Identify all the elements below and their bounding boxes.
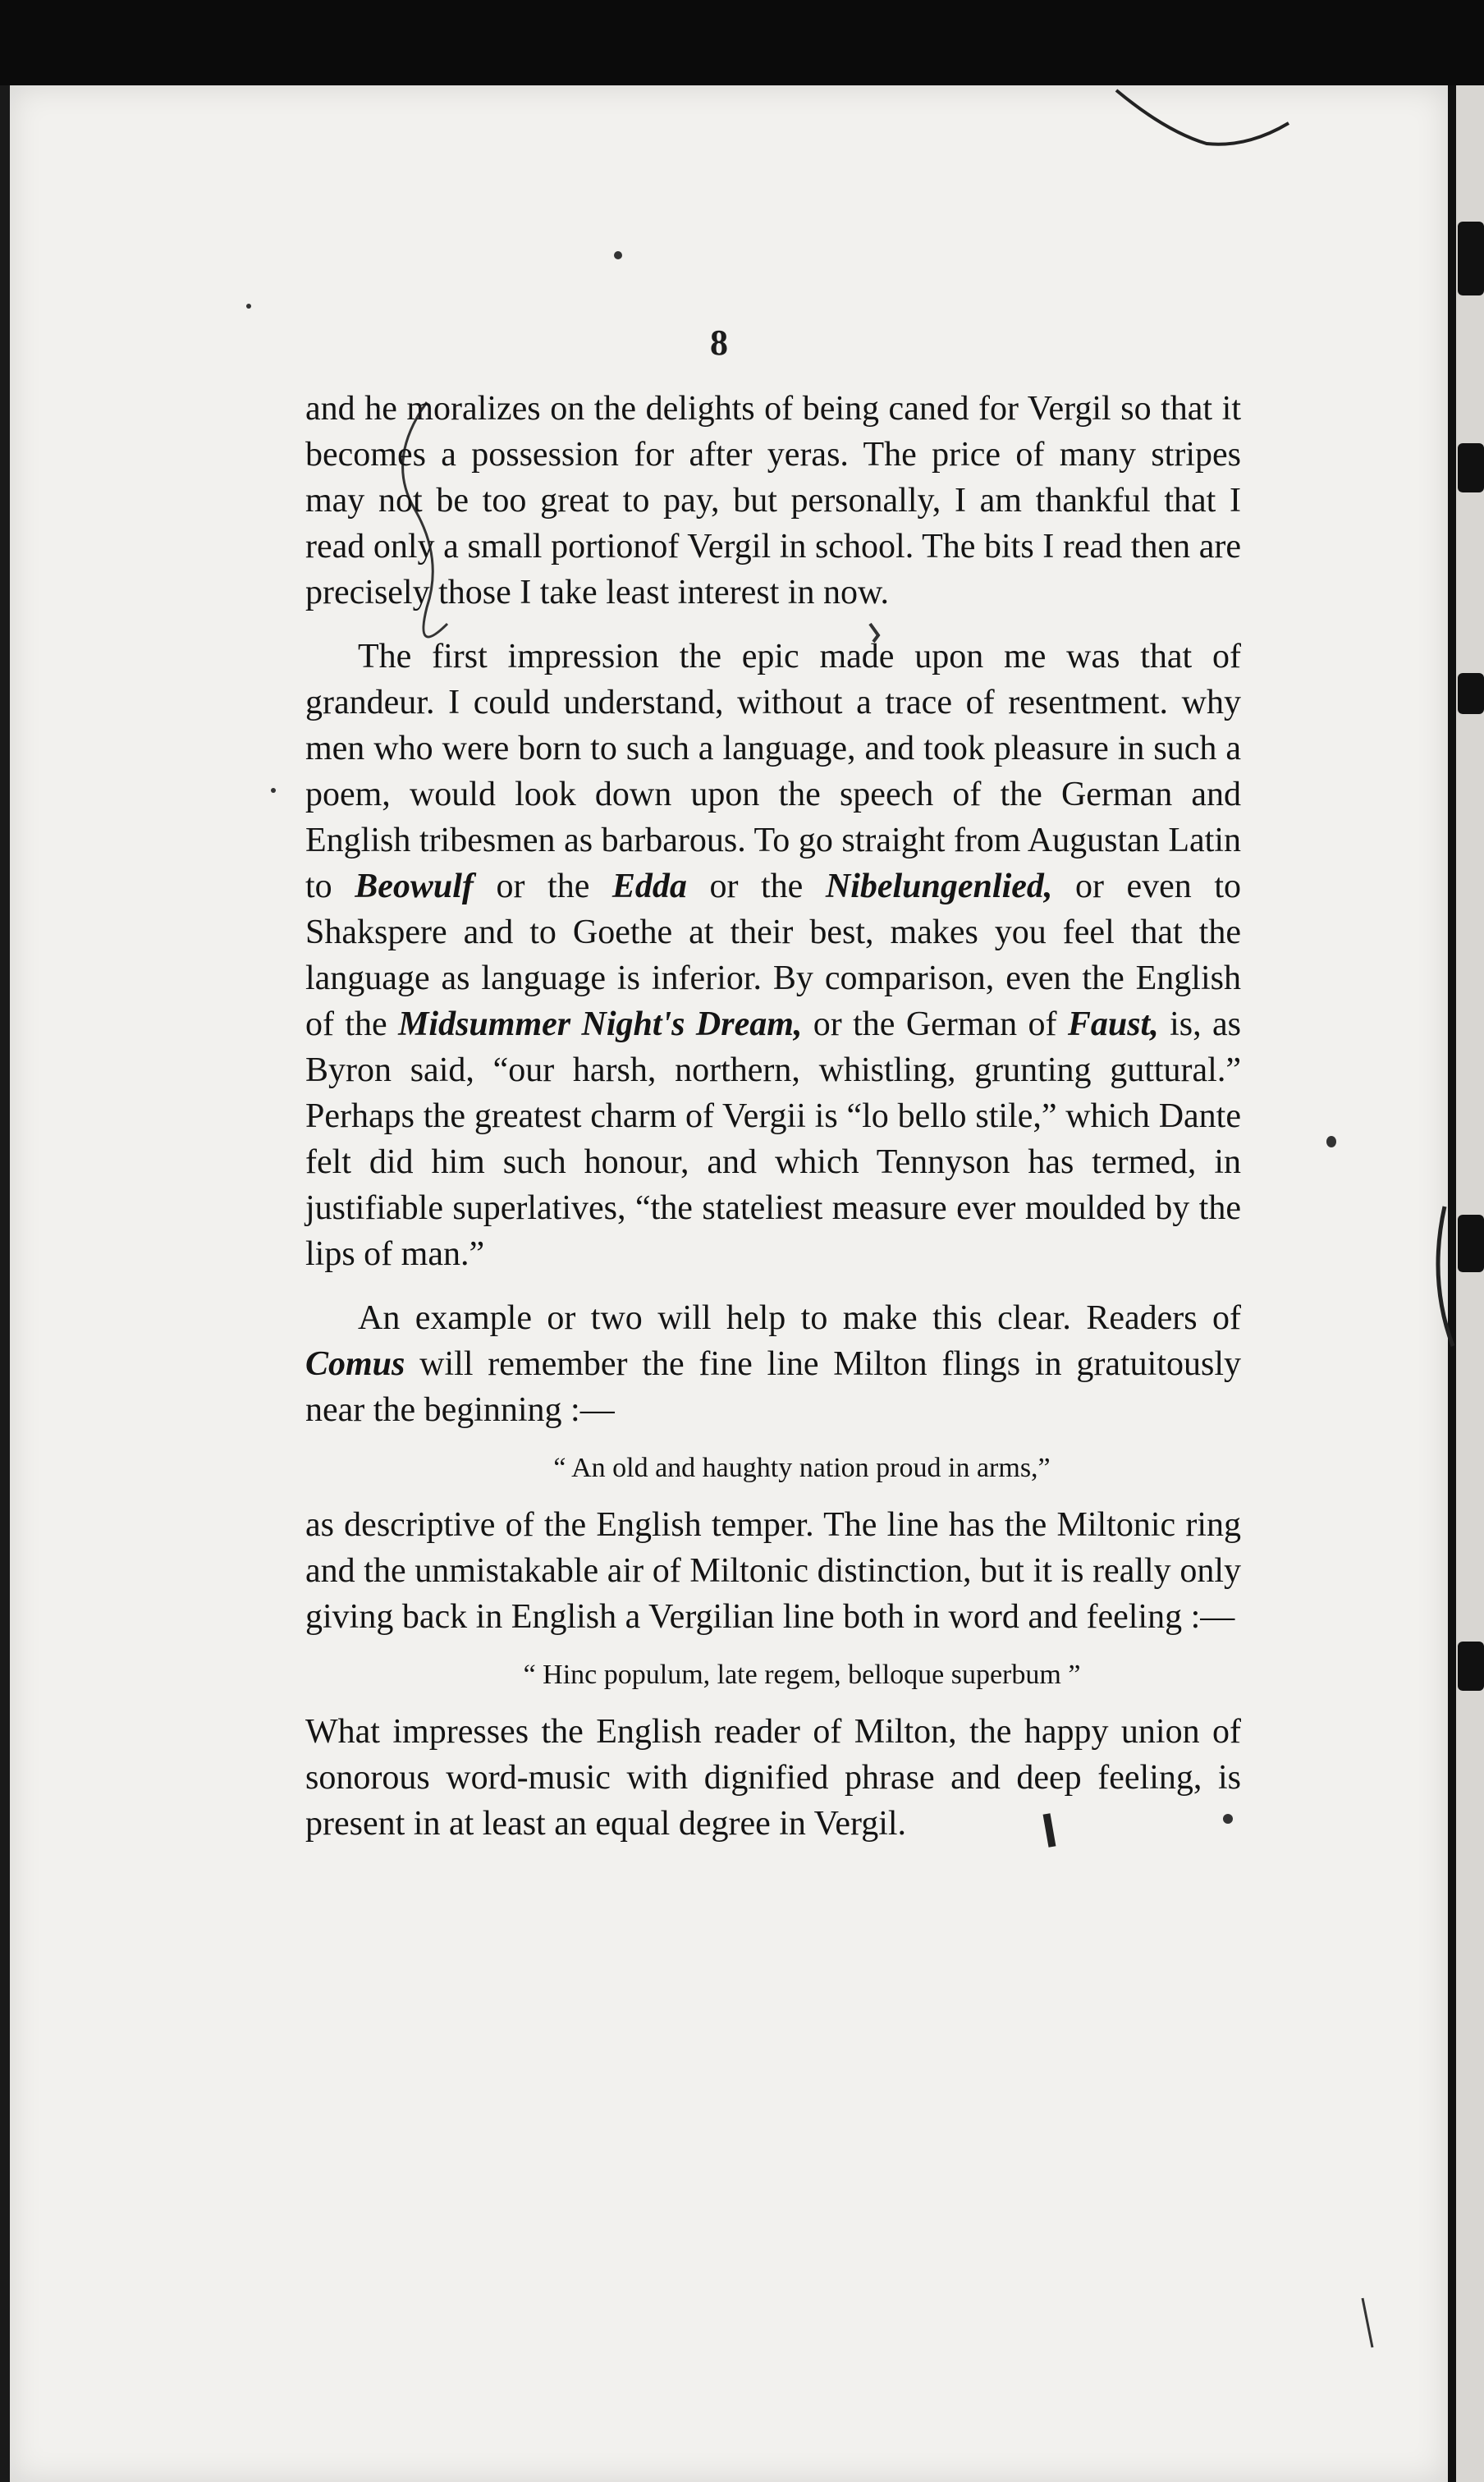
text-run: The first impression the epic made upon me was that of grandeur. I could understand, without a trace of resentment. why men who were born to such a language, and took pleasure in such a poem, would look down upon the speech of the German and English tribesmen as barbarous. To go straight from Augustan Latin to xyxy=(305,638,1241,905)
italic-title: Nibelungenlied, xyxy=(825,868,1053,905)
italic-title: Edda xyxy=(611,868,687,905)
text-run: or the xyxy=(473,868,612,905)
italic-title: Midsummer Night's Dream, xyxy=(398,1005,803,1043)
text-run: is, as Byron said, “our harsh, northern, whistling, grunting guttural.” Perhaps the greatest charm of Vergii is “lo bello stile,” which Dante felt did him such honour, and which Tennyson has termed, in justifiable superlatives, “the stateliest measure ever moulded by the lips of man.” xyxy=(305,1005,1241,1273)
italic-title: Faust, xyxy=(1067,1005,1159,1043)
text-run: What impresses the English reader of Milton, the happy union of sonorous word-music with dignified phrase and deep feeling, is present in at least an equal degree in Vergil. xyxy=(305,1713,1241,1843)
block-quote-milton xyxy=(305,1448,1241,1489)
paragraph-4 xyxy=(305,1502,1241,1640)
body-text xyxy=(305,386,1241,1847)
dust-speck xyxy=(1326,1136,1336,1147)
text-run: or the xyxy=(686,868,826,905)
quote-text: “ An old and haughty nation proud in arms,” xyxy=(553,1453,1051,1483)
paragraph-2 xyxy=(305,634,1241,1277)
text-run: or even to Shakspere and to Goethe at their best, makes you feel that the language as language is inferior. By comparison, even the English of the xyxy=(305,868,1241,1043)
text-run: as descriptive of the English temper. The line has the Miltonic ring and the unmistakable air of Miltonic distinction, but it is really only giving back in English a Vergilian line both in word and feeling :— xyxy=(305,1506,1241,1636)
text-run: An example or two will help to make this clear. Readers of xyxy=(358,1299,1241,1337)
dust-speck xyxy=(271,788,276,793)
italic-title: Beowulf xyxy=(355,868,474,905)
quote-text: “ Hinc populum, late regem, belloque superbum ” xyxy=(523,1660,1081,1690)
paragraph-5 xyxy=(305,1709,1241,1847)
paragraph-3 xyxy=(305,1295,1241,1433)
text-run: or the German of xyxy=(802,1005,1068,1043)
text-run: will remember the fine line Milton flings in gratuitously near the beginning :— xyxy=(305,1345,1241,1429)
page-number: 8 xyxy=(710,323,728,363)
block-quote-vergil xyxy=(305,1655,1241,1696)
dust-speck xyxy=(614,251,622,259)
dust-speck xyxy=(246,304,251,309)
paragraph-1 xyxy=(305,386,1241,616)
text-run: and he moralizes on the delights of being caned for Vergil so that it becomes a possession for after yeras. The price of many stripes may not be too great to pay, but personally, I am thankful that I read only a small portionof Vergil in school. The bits I read then are precisely those I take least interest in now. xyxy=(305,390,1241,611)
italic-title: Comus xyxy=(305,1345,405,1383)
